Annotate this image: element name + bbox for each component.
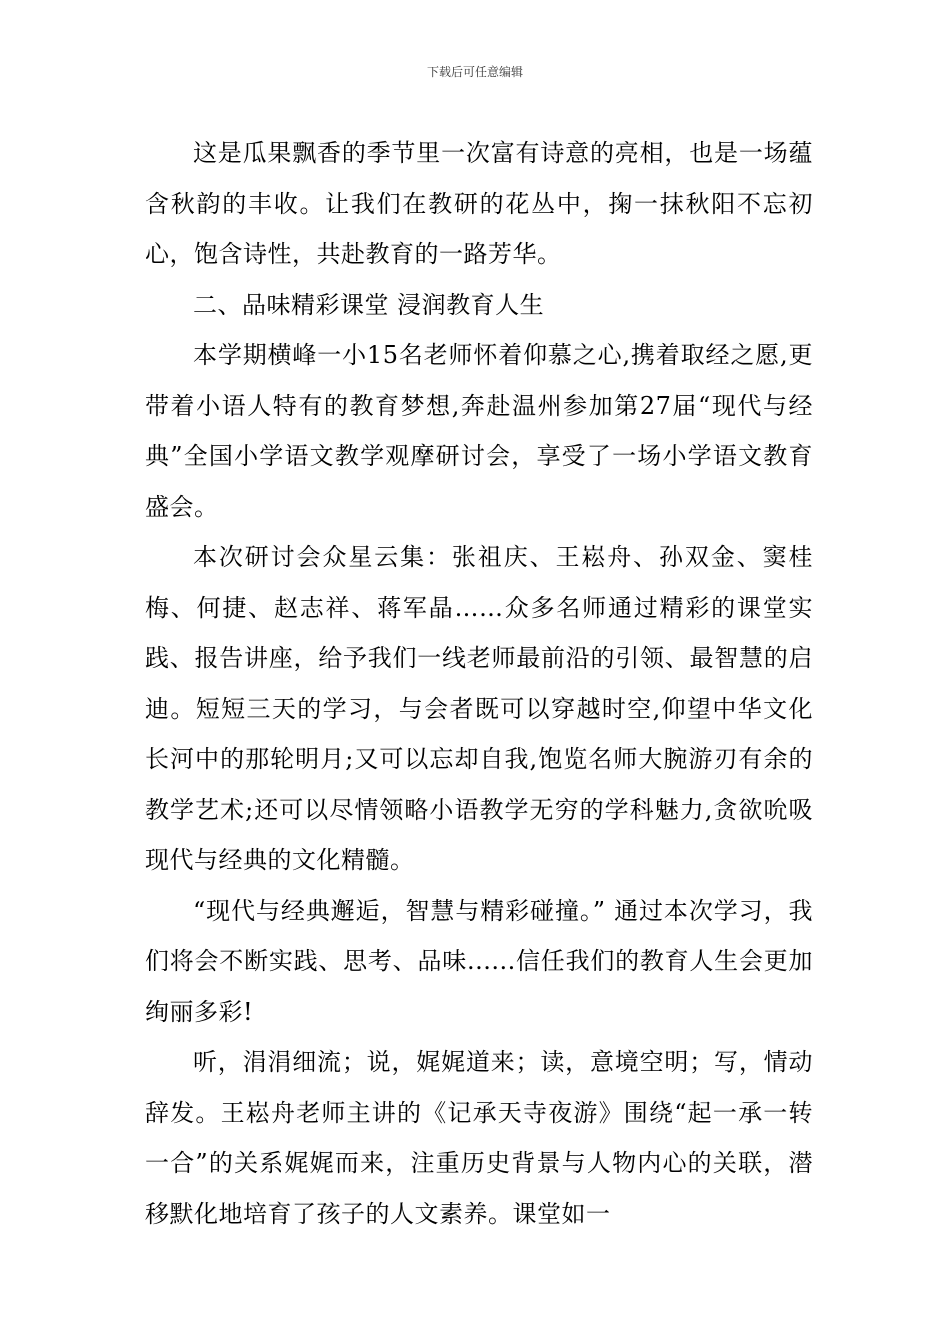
- document-body: [145, 128, 813, 1239]
- paragraph-intro: 这是瓜果飘香的季节里一次富有诗意的亮相，也是一场蕴含秋韵的丰收。让我们在教研的花丛中，掬一抹秋阳不忘初心，饱含诗性，共赴教育的一路芳华。: [145, 139, 813, 268]
- page-header: 下载后可任意编辑: [426, 65, 523, 79]
- paragraph-quote: “现代与经典邂逅，智慧与精彩碰撞。” 通过本次学习，我们将会不断实践、思考、品味......信任我们的教育人生会更加绚丽多彩!: [145, 896, 813, 1026]
- paragraph-conference: 本学期横峰一小15名老师怀着仰慕之心,携着取经之愿,更带着小语人特有的教育梦想,奔赴温州参加第27届“现代与经典”全国小学语文教学观摩研讨会，享受了一场小学语文教育盛会。: [145, 341, 813, 521]
- section-heading: 二、品味精彩课堂 浸润教育人生: [193, 290, 545, 319]
- paragraph-experts: 本次研讨会众星云集：张祖庆、王崧舟、孙双金、窦桂梅、何捷、赵志祥、蒋军晶……众多名师通过精彩的课堂实践、报告讲座，给予我们一线老师最前沿的引领、最智慧的启迪。短短三天的学习，与会者既可以穿越时空,仰望中华文化长河中的那轮明月;又可以忘却自我,饱览名师大腕游刃有余的教学艺术;还可以尽情领略小语教学无穷的学科魅力,贪欲吮吸现代与经典的文化精髓。: [145, 543, 813, 874]
- paragraph-lesson: 听，涓涓细流；说，娓娓道来；读，意境空明；写，情动辞发。王崧舟老师主讲的《记承天寺夜游》围绕“起一承一转一合”的关系娓娓而来，注重历史背景与人物内心的关联，潜移默化地培育了孩子的人文素养。课堂如一: [145, 1048, 813, 1228]
